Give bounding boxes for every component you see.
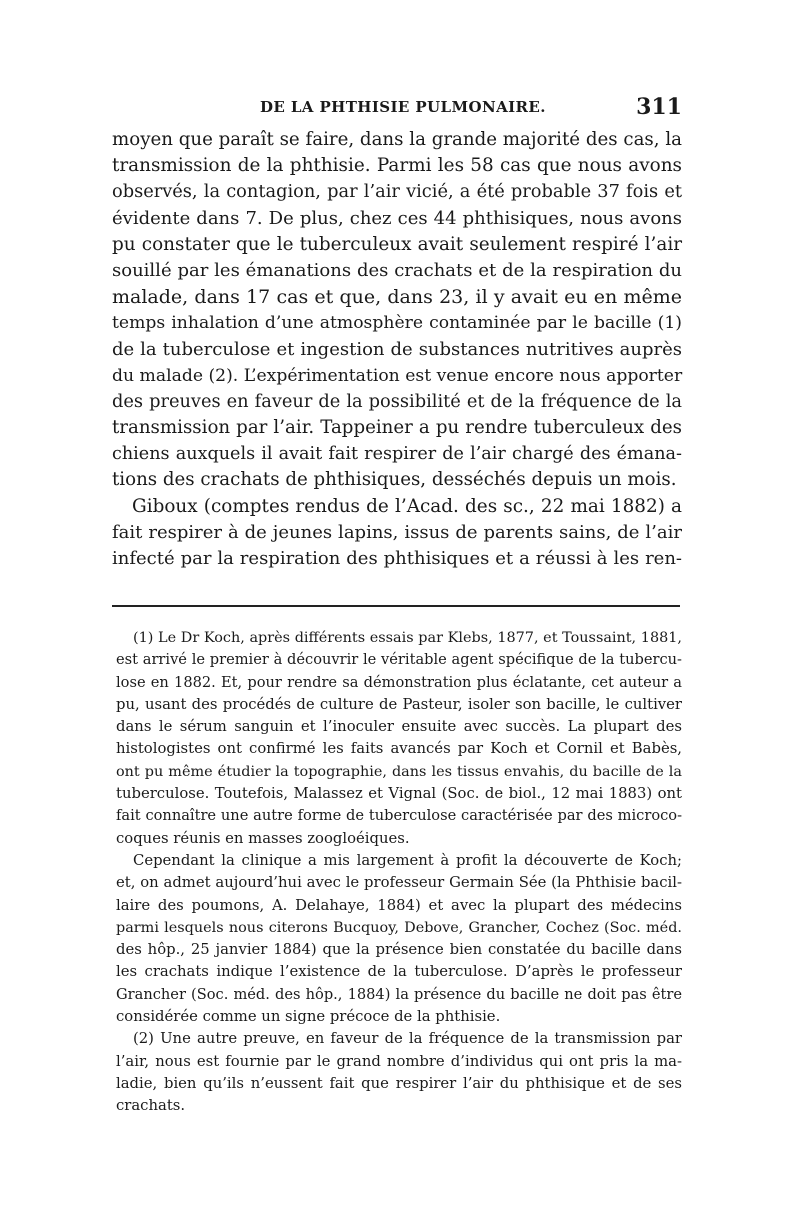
footnote-line: des hôp., 25 janvier 1884) que la présence bien constatée du bacille dans bbox=[116, 941, 682, 959]
body-line: évidente dans 7. De plus, chez ces 44 phthisiques, nous avons bbox=[112, 207, 682, 229]
body-line: souillé par les émanations des crachats et de la respiration du bbox=[112, 259, 682, 281]
body-text bbox=[112, 127, 682, 572]
page-number: 311 bbox=[636, 94, 682, 120]
footnote-divider bbox=[112, 605, 680, 607]
footnote-line: est arrivé le premier à découvrir le véritable agent spécifique de la tubercu- bbox=[116, 651, 682, 669]
footnote-line: dans le sérum sanguin et l’inoculer ensuite avec succès. La plupart des bbox=[116, 718, 682, 736]
body-line: de la tuberculose et ingestion de substances nutritives auprès bbox=[112, 338, 682, 360]
footnote-line: crachats. bbox=[116, 1097, 186, 1115]
body-line: transmission par l’air. Tappeiner a pu rendre tuberculeux des bbox=[112, 417, 682, 439]
body-line: fait respirer à de jeunes lapins, issus de parents sains, de l’air bbox=[112, 521, 682, 543]
footnote-line: Cependant la clinique a mis largement à profit la découverte de Koch; bbox=[133, 851, 682, 869]
footnote-line: ont pu même étudier la topographie, dans les tissus envahis, du bacille de la bbox=[116, 763, 682, 780]
body-line: pu constater que le tuberculeux avait seulement respiré l’air bbox=[112, 233, 682, 255]
footnote-line: histologistes ont confirmé les faits avancés par Koch et Cornil et Babès, bbox=[116, 740, 682, 758]
running-head: DE LA PHTHISIE PULMONAIRE. bbox=[260, 98, 546, 116]
footnote-line: (2) Une autre preuve, en faveur de la fréquence de la transmission par bbox=[133, 1030, 682, 1048]
footnote-line: parmi lesquels nous citerons Bucquoy, Debove, Grancher, Cochez (Soc. méd. bbox=[116, 919, 682, 936]
footnote-line: les crachats indique l’existence de la tuberculose. D’après le professeur bbox=[116, 963, 682, 981]
footnote-line: lose en 1882. Et, pour rendre sa démonstration plus éclatante, cet auteur a bbox=[116, 673, 682, 691]
footnote-line: et, on admet aujourd’hui avec le professeur Germain Sée (la Phthisie bacil- bbox=[116, 874, 682, 892]
body-line: transmission de la phthisie. Parmi les 58 cas que nous avons bbox=[112, 155, 682, 177]
footnote-line: fait connaître une autre forme de tuberculose caractérisée par des microco- bbox=[116, 807, 682, 825]
footnote-line: considérée comme un signe précoce de la phthisie. bbox=[116, 1008, 501, 1026]
body-line: du malade (2). L’expérimentation est venue encore nous apporter bbox=[112, 365, 683, 386]
body-line: chiens auxquels il avait fait respirer de l’air chargé des émana- bbox=[112, 444, 682, 465]
footnotes bbox=[116, 627, 682, 1118]
body-line: temps inhalation d’une atmosphère contaminée par le bacille (1) bbox=[112, 313, 682, 334]
footnote-line: coques réunis en masses zoogloéiques. bbox=[116, 829, 410, 847]
body-line: moyen que paraît se faire, dans la grande majorité des cas, la bbox=[112, 129, 682, 150]
footnote-line: ladie, bien qu’ils n’eussent fait que respirer l’air du phthisique et de ses bbox=[116, 1074, 682, 1092]
page-header bbox=[112, 96, 682, 126]
footnote-line: pu, usant des procédés de culture de Pasteur, isoler son bacille, le cultiver bbox=[116, 695, 682, 713]
body-line: des preuves en faveur de la possibilité et de la fréquence de la bbox=[112, 390, 682, 412]
body-line: tions des crachats de phthisiques, desséchés depuis un mois. bbox=[112, 469, 677, 491]
footnote-line: tuberculose. Toutefois, Malassez et Vignal (Soc. de biol., 12 mai 1883) ont bbox=[116, 785, 682, 803]
footnote-line: Grancher (Soc. méd. des hôp., 1884) la présence du bacille ne doit pas être bbox=[116, 985, 682, 1003]
body-line: observés, la contagion, par l’air vicié, a été probable 37 fois et bbox=[112, 181, 682, 203]
footnote-line: (1) Le Dr Koch, après différents essais par Klebs, 1877, et Toussaint, 1881, bbox=[133, 630, 682, 646]
footnote-line: laire des poumons, A. Delahaye, 1884) et avec la plupart des médecins bbox=[116, 896, 682, 914]
footnote-line: l’air, nous est fournie par le grand nombre d’individus qui ont pris la ma- bbox=[116, 1052, 682, 1070]
body-line: malade, dans 17 cas et que, dans 23, il y avait eu en même bbox=[112, 286, 682, 309]
body-line: Giboux (comptes rendus de l’Acad. des sc., 22 mai 1882) a bbox=[132, 495, 682, 517]
body-line: infecté par la respiration des phthisiques et a réussi à les ren- bbox=[112, 548, 682, 569]
